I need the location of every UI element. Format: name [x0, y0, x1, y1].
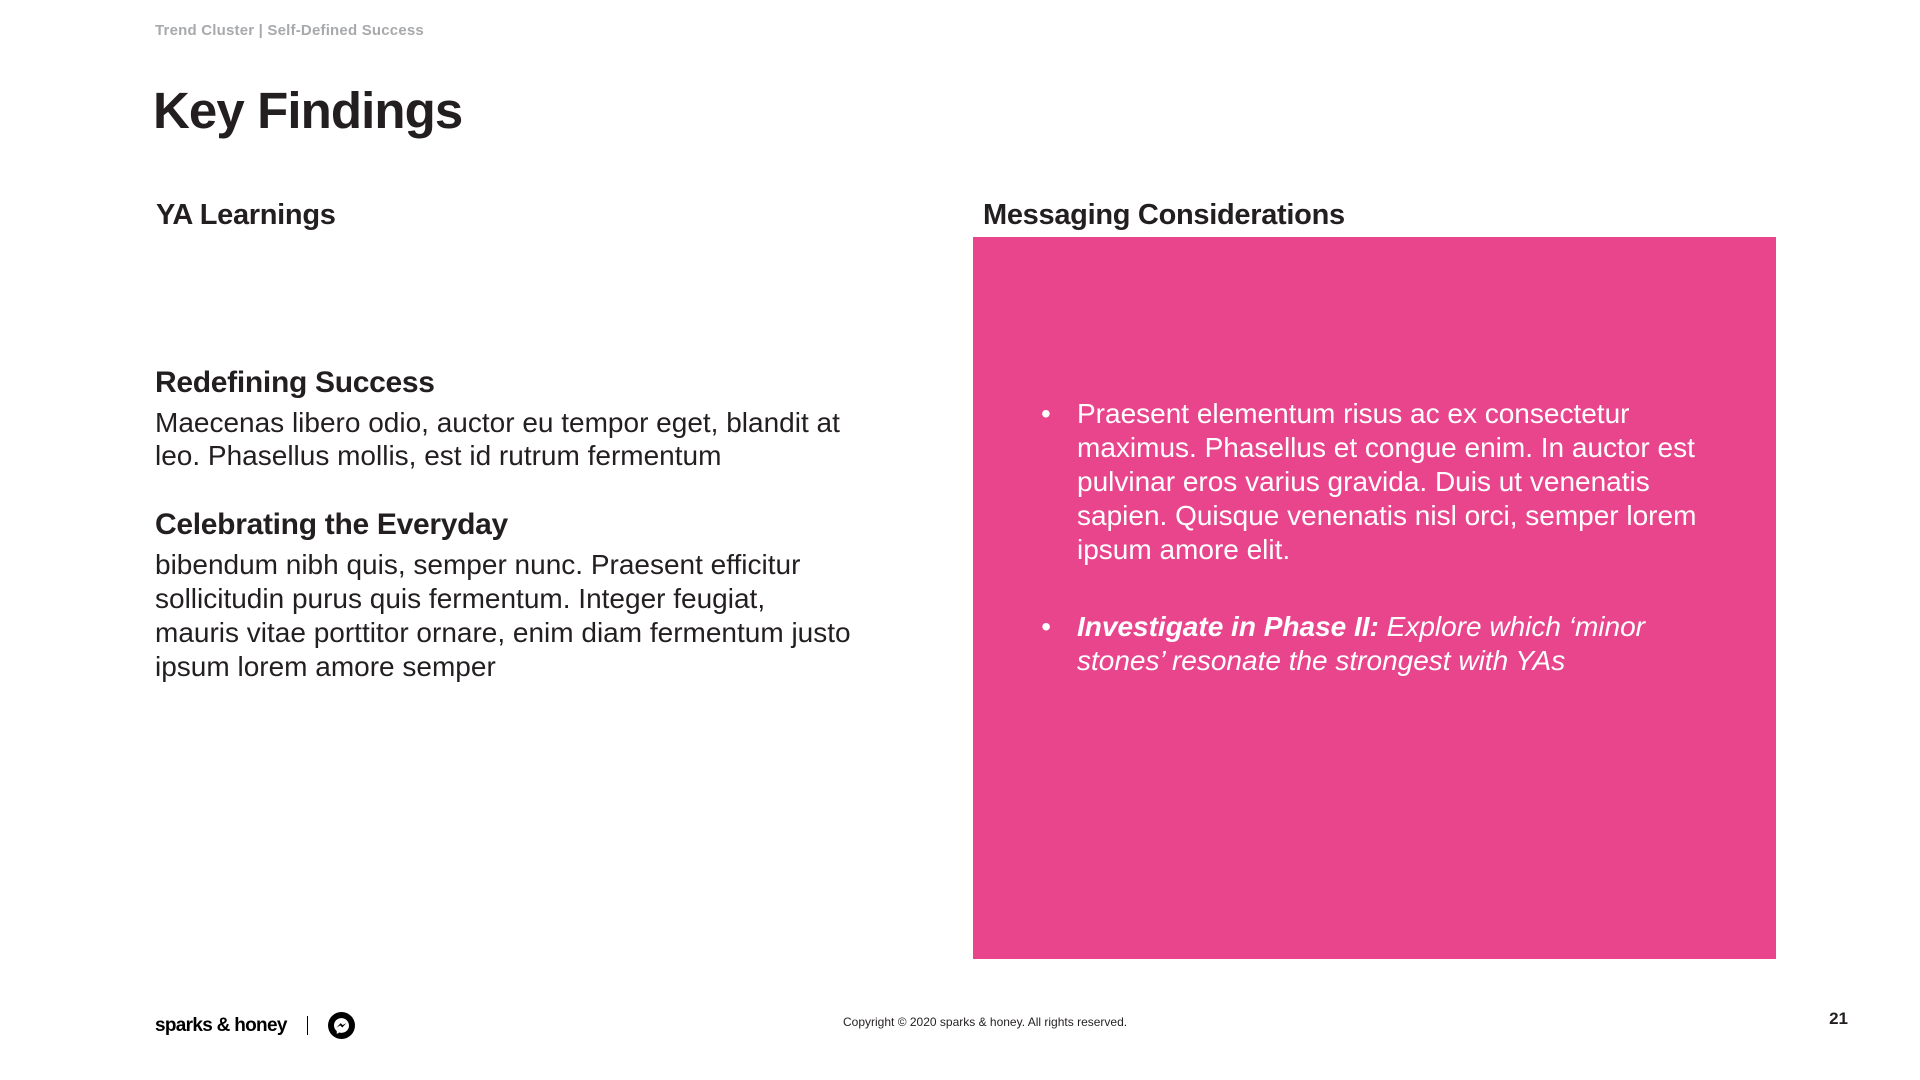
messaging-considerations-panel [973, 237, 1776, 959]
copyright-notice: Copyright © 2020 sparks & honey. All rights reserved. [843, 1015, 1128, 1029]
footer-brand [155, 1012, 355, 1039]
bullet-list [1035, 397, 1724, 678]
sparks-and-honey-logo: sparks & honey [155, 1014, 287, 1036]
right-column-heading: Messaging Considerations [983, 199, 1345, 232]
topic-title: Celebrating the Everyday [155, 508, 508, 542]
topic-text: bibendum nibh quis, semper nunc. Praesent efficitur sollicitudin purus quis fermentum. Integer feugiat, mauris vitae porttitor ornare, enim diam fermentum justo ipsum lorem amore semper [155, 548, 851, 682]
left-column-heading: YA Learnings [156, 199, 336, 232]
bullet-text: Explore which ‘minor stones’ resonate the strongest with YAs [1077, 611, 1645, 677]
slide-eyebrow: Trend Cluster | Self-Defined Success [155, 22, 424, 39]
topic-block [155, 507, 855, 683]
messenger-icon [328, 1012, 355, 1039]
bullet-text: Praesent elementum risus ac ex consectetur maximus. Phasellus et congue enim. In auctor est pulvinar eros varius gravida. Duis ut venenatis sapien. Quisque venenatis nisl orci, semper lorem ipsum amore elit. [1077, 398, 1697, 565]
logo-divider [307, 1016, 309, 1035]
page-title: Key Findings [153, 82, 463, 140]
topic-title: Redefining Success [155, 366, 435, 399]
list-item [1035, 610, 1724, 678]
left-column-body [155, 365, 855, 683]
bullet-dot-icon: • [1041, 398, 1051, 429]
topic-text: Maecenas libero odio, auctor eu tempor eget, blandit at leo. Phasellus mollis, est id rutrum fermentum [155, 406, 840, 472]
list-item [1035, 397, 1724, 566]
bullet-dot-icon: • [1041, 611, 1051, 643]
bullet-lead-in: Investigate in Phase II: [1077, 611, 1379, 643]
topic-block [155, 365, 855, 473]
page-number: 21 [1829, 1009, 1848, 1028]
